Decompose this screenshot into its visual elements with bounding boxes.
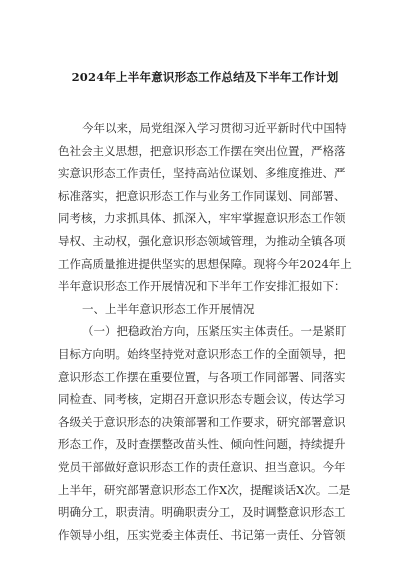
- section-heading: 一、上半年意识形态工作开展情况: [82, 301, 255, 316]
- paragraph-line: 同考核，力求抓具体、抓深入，牢牢掌握意识形态工作领: [58, 211, 346, 226]
- paragraph-line: （一）把稳政治方向，压紧压实主体责任。一是紧盯: [82, 324, 347, 339]
- paragraph-line: 作领导小组，压实党委主体责任、书记第一责任、分管领: [58, 527, 346, 542]
- paragraph-line: 各级关于意识形态的决策部署和工作要求，研究部署意识: [58, 414, 346, 429]
- paragraph-line: 半年意识形态工作开展情况和下半年工作安排汇报如下：: [58, 279, 346, 294]
- paragraph-line: 明确分工，职责清。明确职责分工，及时调整意识形态工: [58, 505, 346, 520]
- paragraph-line: 色社会主义思想，把意识形态工作摆在突出位置，严格落: [58, 143, 346, 158]
- paragraph-line: 标准落实，把意识形态工作与业务工作同谋划、同部署、: [58, 188, 346, 203]
- document-body: [58, 117, 358, 546]
- paragraph-line: 同检查、同考核，定期召开意识形态专题会议，传达学习: [58, 392, 346, 407]
- paragraph-line: 导权、主动权，强化意识形态领域管理，为推动全镇各项: [58, 233, 346, 248]
- paragraph-line: 形态工作，及时查摆整改苗头性、倾向性问题，持续提升: [58, 437, 346, 452]
- paragraph-line: 工作高质量推进提供坚实的思想保障。现将今年2024年上: [58, 256, 352, 271]
- paragraph-line: 目标方向明。始终坚持党对意识形态工作的全面领导，把: [58, 346, 346, 361]
- document-title: 2024年上半年意识形态工作总结及下半年工作计划: [71, 70, 339, 84]
- paragraph-line: 今年以来，局党组深入学习贯彻习近平新时代中国特: [82, 121, 347, 135]
- paragraph-line: 实意识形态工作责任，坚持高站位谋划、多维度推进、严: [58, 166, 346, 181]
- paragraph-line: 党员干部做好意识形态工作的责任意识、担当意识。今年: [58, 459, 346, 474]
- paragraph-line: 意识形态工作摆在重要位置，与各项工作同部署、同落实: [58, 369, 346, 384]
- paragraph-line: 上半年，研究部署意识形态工作X次，提醒谈话X次。二是: [58, 482, 351, 497]
